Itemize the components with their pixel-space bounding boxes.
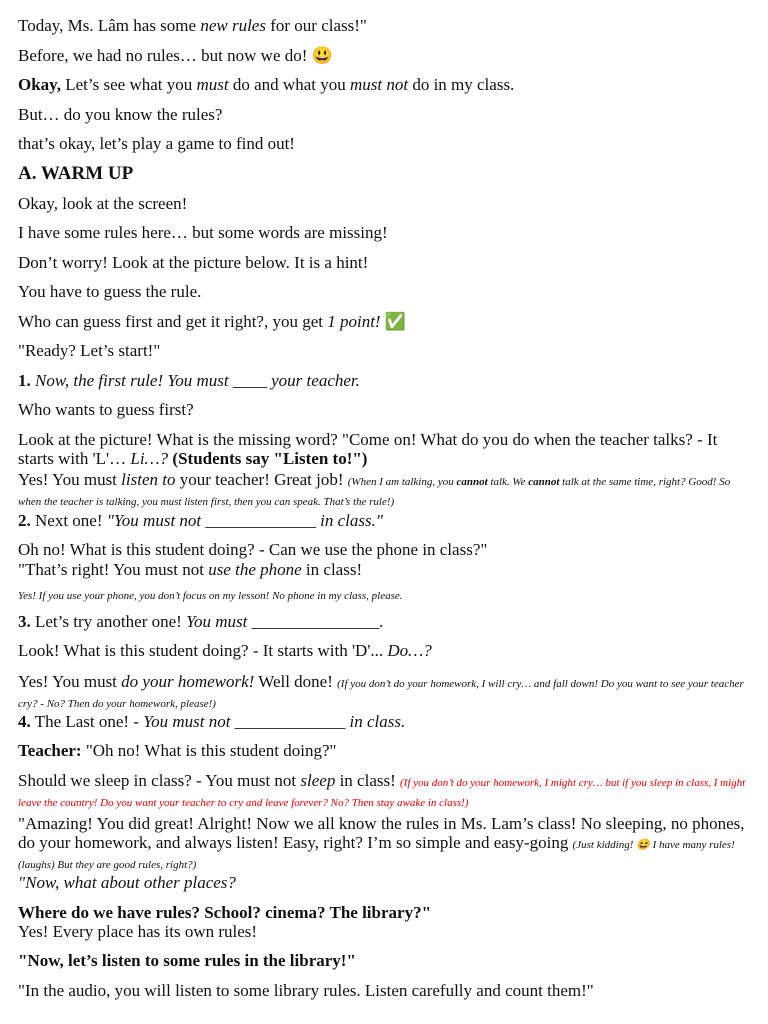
section-heading-warm-up: A. WARM UP: [18, 163, 134, 184]
text: Next one!: [30, 511, 107, 530]
emphasis: listen to: [121, 470, 176, 489]
text: _______________.: [247, 612, 384, 631]
emphasis: "Now, what about other places?: [18, 873, 236, 892]
teacher-note: Yes! If you use your phone, you don’t focus on my lesson! No phone in my class, please.: [18, 590, 403, 602]
teacher-note: (When I am talking, you cannot talk. We cannot talk at the same time, right? Good! So when the teacher is talking, you must listen first, then you can speak. That’s the rule!): [18, 476, 731, 508]
text: Look! What is this student doing? - It starts with 'D'...: [18, 641, 388, 660]
question-number: 2.: [18, 511, 31, 530]
emphasis: must not: [349, 75, 409, 94]
bold-text: Where do we have rules? School? cinema? The library?": [18, 903, 432, 922]
outro-where: [18, 903, 753, 922]
emphasis: do your homework!: [121, 672, 255, 691]
outro-audio: "In the audio, you will listen to some library rules. Listen carefully and count them!": [18, 981, 594, 1000]
intro-line-2: Before, we had no rules… but now we do! 😃: [18, 46, 333, 65]
warmup-line-5: [18, 312, 753, 331]
q2-note: [18, 588, 753, 604]
text: "Oh no! What is this student doing?": [81, 741, 337, 760]
question-3: [18, 612, 753, 631]
bold-text: (Students say "Listen to!"): [172, 449, 368, 468]
text: Let’s try another one!: [30, 612, 187, 631]
text: Who can guess first and get it right?, you get: [18, 312, 328, 331]
text: in class!: [335, 771, 401, 790]
warmup-line-1: Okay, look at the screen!: [18, 194, 188, 213]
emphasis: Li…?: [130, 449, 169, 468]
warmup-line-3: Don’t worry! Look at the picture below. It is a hint!: [18, 253, 369, 272]
question-prompt: "You must not _____________ in class.": [106, 511, 383, 530]
q4-teacher: [18, 741, 753, 760]
intro-line-5: that’s okay, let’s play a game to find out!: [18, 134, 295, 153]
text: for our class!": [265, 16, 367, 35]
question-number: 4.: [18, 712, 31, 731]
check-icon: ✅: [380, 312, 407, 331]
question-2: [18, 511, 753, 530]
text: Today, Ms. Lâm has some: [18, 16, 201, 35]
q3-answer: [18, 672, 753, 712]
teacher-note: (If you don’t do your homework, I will cry… and fall down! Do you want to see your teacher cry? - No? Then do your homework, please!): [18, 678, 744, 710]
q1-look: [18, 430, 753, 468]
text: do in my class.: [408, 75, 515, 94]
q1-who: Who wants to guess first?: [18, 400, 194, 419]
outro-other-places: [18, 873, 753, 892]
question-4: [18, 712, 753, 731]
bold-text: Okay,: [18, 75, 61, 94]
text: Yes! You must: [18, 672, 122, 691]
text: your teacher! Great job!: [175, 470, 348, 489]
intro-line-4: But… do you know the rules?: [18, 105, 223, 124]
question-number: 1.: [18, 371, 31, 390]
text: Well done!: [254, 672, 338, 691]
text: Should we sleep in class? - You must not: [18, 771, 301, 790]
question-number: 3.: [18, 612, 31, 631]
warmup-line-4: You have to guess the rule.: [18, 282, 202, 301]
emphasis: sleep: [300, 771, 336, 790]
intro-line-1: [18, 16, 753, 35]
q4-sleep: [18, 771, 753, 811]
text: Yes! You must: [18, 470, 122, 489]
q2-right: [18, 560, 753, 579]
intro-line-3: [18, 75, 753, 94]
warmup-line-2: I have some rules here… but some words are missing!: [18, 223, 388, 242]
text: Let’s see what you: [61, 75, 197, 94]
q1-answer: [18, 470, 753, 510]
question-prompt: Now, the first rule! You must ____ your teacher.: [30, 371, 360, 390]
emphasis: must: [196, 75, 229, 94]
emphasis: 1 point!: [327, 312, 381, 331]
text: "That’s right! You must not: [18, 560, 209, 579]
text: in class!: [301, 560, 363, 579]
outro-yes: Yes! Every place has its own rules!: [18, 922, 258, 941]
outro-library: [18, 951, 753, 970]
text: do and what you: [228, 75, 350, 94]
speaker-label: Teacher:: [18, 741, 82, 760]
teacher-note: (Just kidding! 😆 I have many rules! (laughs) But they are good rules, right?): [18, 839, 735, 871]
emphasis: Do…?: [387, 641, 432, 660]
question-prompt: You must not _____________ in class.: [143, 712, 406, 731]
q3-look: [18, 641, 753, 660]
emphasis: You must: [186, 612, 248, 631]
outro-amazing: [18, 814, 753, 873]
emphasis: use the phone: [208, 560, 302, 579]
question-1: [18, 371, 753, 390]
q2-oh-no: Oh no! What is this student doing? - Can we use the phone in class?": [18, 540, 488, 559]
emphasis: new rules: [200, 16, 266, 35]
teacher-note: (If you don’t do your homework, I might cry… but if you sleep in class, I might leave the country! Do you want your teacher to cry and leave forever? No? Then stay awake in class!): [18, 777, 746, 809]
warmup-line-6: "Ready? Let’s start!": [18, 341, 161, 360]
text: The Last one! -: [30, 712, 144, 731]
bold-text: "Now, let’s listen to some rules in the library!": [18, 951, 356, 970]
text: "Amazing! You did great! Alright! Now we all know the rules in Ms. Lam’s class! No sleeping, no phones, do your homework, and always listen! Easy, right? I’m so simple and easy-going: [18, 814, 745, 852]
text: Look at the picture! What is the missing word? "Come on! What do you do when the teacher talks? - It starts with 'L'…: [18, 430, 718, 468]
